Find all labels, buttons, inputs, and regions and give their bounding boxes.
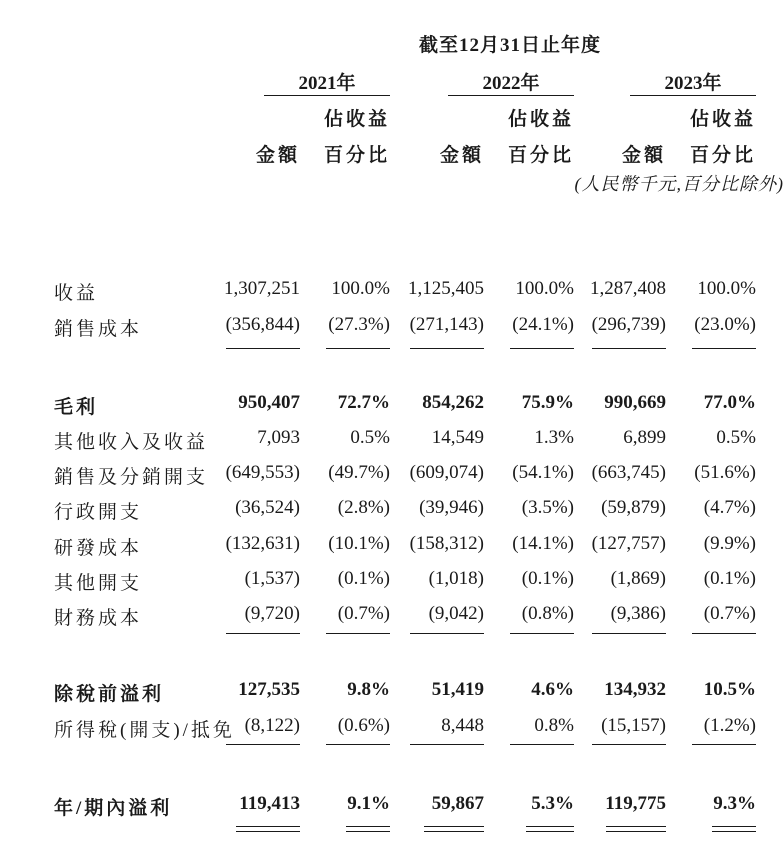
row-label: 其他收入及收益 xyxy=(54,432,209,453)
amount-cell: (127,757) xyxy=(591,533,666,554)
subtotal-rule xyxy=(510,348,574,349)
pct-header-2022-line1: 佔收益 xyxy=(507,109,574,130)
pct-header-2022-line2: 百分比 xyxy=(507,145,574,166)
percent-cell: 100.0% xyxy=(697,278,756,299)
subtotal-rule xyxy=(326,744,390,745)
amount-header-2021: 金額 xyxy=(255,145,300,166)
percent-cell: 9.3% xyxy=(713,793,756,814)
percent-cell: (27.3%) xyxy=(328,314,390,335)
row-label: 年/期內溢利 xyxy=(54,798,173,819)
percent-cell: (0.1%) xyxy=(703,568,756,589)
percent-cell: (23.0%) xyxy=(694,314,756,335)
row-label: 所得稅(開支)/抵免 xyxy=(54,720,235,741)
subtotal-rule xyxy=(226,633,300,634)
amount-cell: 127,535 xyxy=(238,679,300,700)
subtotal-rule xyxy=(410,744,484,745)
row-label: 其他開支 xyxy=(54,573,143,594)
percent-cell: (0.7%) xyxy=(703,603,756,624)
amount-cell: 134,932 xyxy=(604,679,666,700)
percent-cell: 10.5% xyxy=(703,679,756,700)
year-2021-heading: 2021年 xyxy=(298,73,356,94)
amount-header-2023: 金額 xyxy=(621,145,666,166)
year-2022-heading: 2022年 xyxy=(482,73,540,94)
percent-cell: (4.7%) xyxy=(703,497,756,518)
amount-cell: (8,122) xyxy=(244,715,300,736)
amount-cell: 59,867 xyxy=(431,793,484,814)
percent-cell: (54.1%) xyxy=(512,462,574,483)
amount-cell: 950,407 xyxy=(238,392,300,413)
subtotal-rule xyxy=(226,744,300,745)
row-label: 除稅前溢利 xyxy=(54,684,165,705)
percent-cell: (49.7%) xyxy=(328,462,390,483)
percent-cell: (2.8%) xyxy=(337,497,390,518)
total-double-rule xyxy=(712,826,756,832)
pct-header-2021-line1: 佔收益 xyxy=(323,109,390,130)
pct-header-2021-line2: 百分比 xyxy=(323,145,390,166)
percent-cell: (10.1%) xyxy=(328,533,390,554)
subtotal-rule xyxy=(692,348,756,349)
subtotal-rule xyxy=(592,633,666,634)
amount-cell: (356,844) xyxy=(225,314,300,335)
amount-header-2022: 金額 xyxy=(439,145,484,166)
row-label: 財務成本 xyxy=(54,608,143,629)
amount-cell: (649,553) xyxy=(225,462,300,483)
amount-cell: 854,262 xyxy=(422,392,484,413)
subtotal-rule xyxy=(410,633,484,634)
total-double-rule xyxy=(236,826,300,832)
amount-cell: (609,074) xyxy=(409,462,484,483)
period-heading: 截至12月31日止年度 xyxy=(418,35,601,56)
amount-cell: (1,018) xyxy=(428,568,484,589)
total-double-rule xyxy=(606,826,666,832)
amount-cell: (15,157) xyxy=(601,715,666,736)
percent-cell: (0.6%) xyxy=(337,715,390,736)
percent-cell: 0.5% xyxy=(350,427,390,448)
amount-cell: 1,125,405 xyxy=(408,278,484,299)
amount-cell: (663,745) xyxy=(591,462,666,483)
pct-header-2023-line2: 百分比 xyxy=(689,145,756,166)
percent-cell: 72.7% xyxy=(337,392,390,413)
subtotal-rule xyxy=(692,633,756,634)
pct-header-2023-line1: 佔收益 xyxy=(689,109,756,130)
percent-cell: (51.6%) xyxy=(694,462,756,483)
percent-cell: (0.1%) xyxy=(521,568,574,589)
row-label: 收益 xyxy=(54,283,99,304)
amount-cell: 1,287,408 xyxy=(590,278,666,299)
amount-cell: (39,946) xyxy=(419,497,484,518)
percent-cell: (0.8%) xyxy=(521,603,574,624)
amount-cell: 119,413 xyxy=(239,793,300,814)
subtotal-rule xyxy=(510,744,574,745)
subtotal-rule xyxy=(226,348,300,349)
percent-cell: 100.0% xyxy=(331,278,390,299)
year-2023-heading: 2023年 xyxy=(664,73,722,94)
row-label: 銷售及分銷開支 xyxy=(54,467,209,488)
amount-cell: (9,720) xyxy=(244,603,300,624)
amount-cell: (1,869) xyxy=(610,568,666,589)
percent-cell: (24.1%) xyxy=(512,314,574,335)
subtotal-rule xyxy=(510,633,574,634)
subtotal-rule xyxy=(592,744,666,745)
amount-cell: 14,549 xyxy=(431,427,484,448)
amount-cell: 990,669 xyxy=(604,392,666,413)
amount-cell: (296,739) xyxy=(591,314,666,335)
amount-cell: (271,143) xyxy=(409,314,484,335)
amount-cell: (59,879) xyxy=(601,497,666,518)
amount-cell: 7,093 xyxy=(257,427,300,448)
amount-cell: (9,042) xyxy=(428,603,484,624)
unit-note: (人民幣千元,百分比除外) xyxy=(574,174,784,194)
percent-cell: (0.1%) xyxy=(337,568,390,589)
percent-cell: (0.7%) xyxy=(337,603,390,624)
amount-cell: 119,775 xyxy=(605,793,666,814)
percent-cell: 9.1% xyxy=(347,793,390,814)
percent-cell: 1.3% xyxy=(534,427,574,448)
percent-cell: (3.5%) xyxy=(521,497,574,518)
total-double-rule xyxy=(346,826,390,832)
amount-cell: (132,631) xyxy=(225,533,300,554)
row-label: 行政開支 xyxy=(54,502,143,523)
percent-cell: (9.9%) xyxy=(703,533,756,554)
total-double-rule xyxy=(526,826,574,832)
percent-cell: 0.5% xyxy=(716,427,756,448)
year-2021-underline xyxy=(264,95,390,96)
percent-cell: 5.3% xyxy=(531,793,574,814)
subtotal-rule xyxy=(326,348,390,349)
percent-cell: 0.8% xyxy=(534,715,574,736)
year-2022-underline xyxy=(448,95,574,96)
amount-cell: (36,524) xyxy=(235,497,300,518)
amount-cell: 6,899 xyxy=(623,427,666,448)
row-label: 銷售成本 xyxy=(54,319,143,340)
total-double-rule xyxy=(424,826,484,832)
subtotal-rule xyxy=(410,348,484,349)
row-label: 毛利 xyxy=(54,397,99,418)
row-label: 研發成本 xyxy=(54,538,143,559)
percent-cell: 9.8% xyxy=(347,679,390,700)
percent-cell: 77.0% xyxy=(703,392,756,413)
amount-cell: (158,312) xyxy=(409,533,484,554)
subtotal-rule xyxy=(592,348,666,349)
year-2023-underline xyxy=(630,95,756,96)
amount-cell: 1,307,251 xyxy=(224,278,300,299)
amount-cell: (1,537) xyxy=(244,568,300,589)
percent-cell: 4.6% xyxy=(531,679,574,700)
amount-cell: 51,419 xyxy=(431,679,484,700)
amount-cell: (9,386) xyxy=(610,603,666,624)
percent-cell: 75.9% xyxy=(521,392,574,413)
amount-cell: 8,448 xyxy=(441,715,484,736)
subtotal-rule xyxy=(692,744,756,745)
percent-cell: 100.0% xyxy=(515,278,574,299)
percent-cell: (14.1%) xyxy=(512,533,574,554)
percent-cell: (1.2%) xyxy=(703,715,756,736)
subtotal-rule xyxy=(326,633,390,634)
